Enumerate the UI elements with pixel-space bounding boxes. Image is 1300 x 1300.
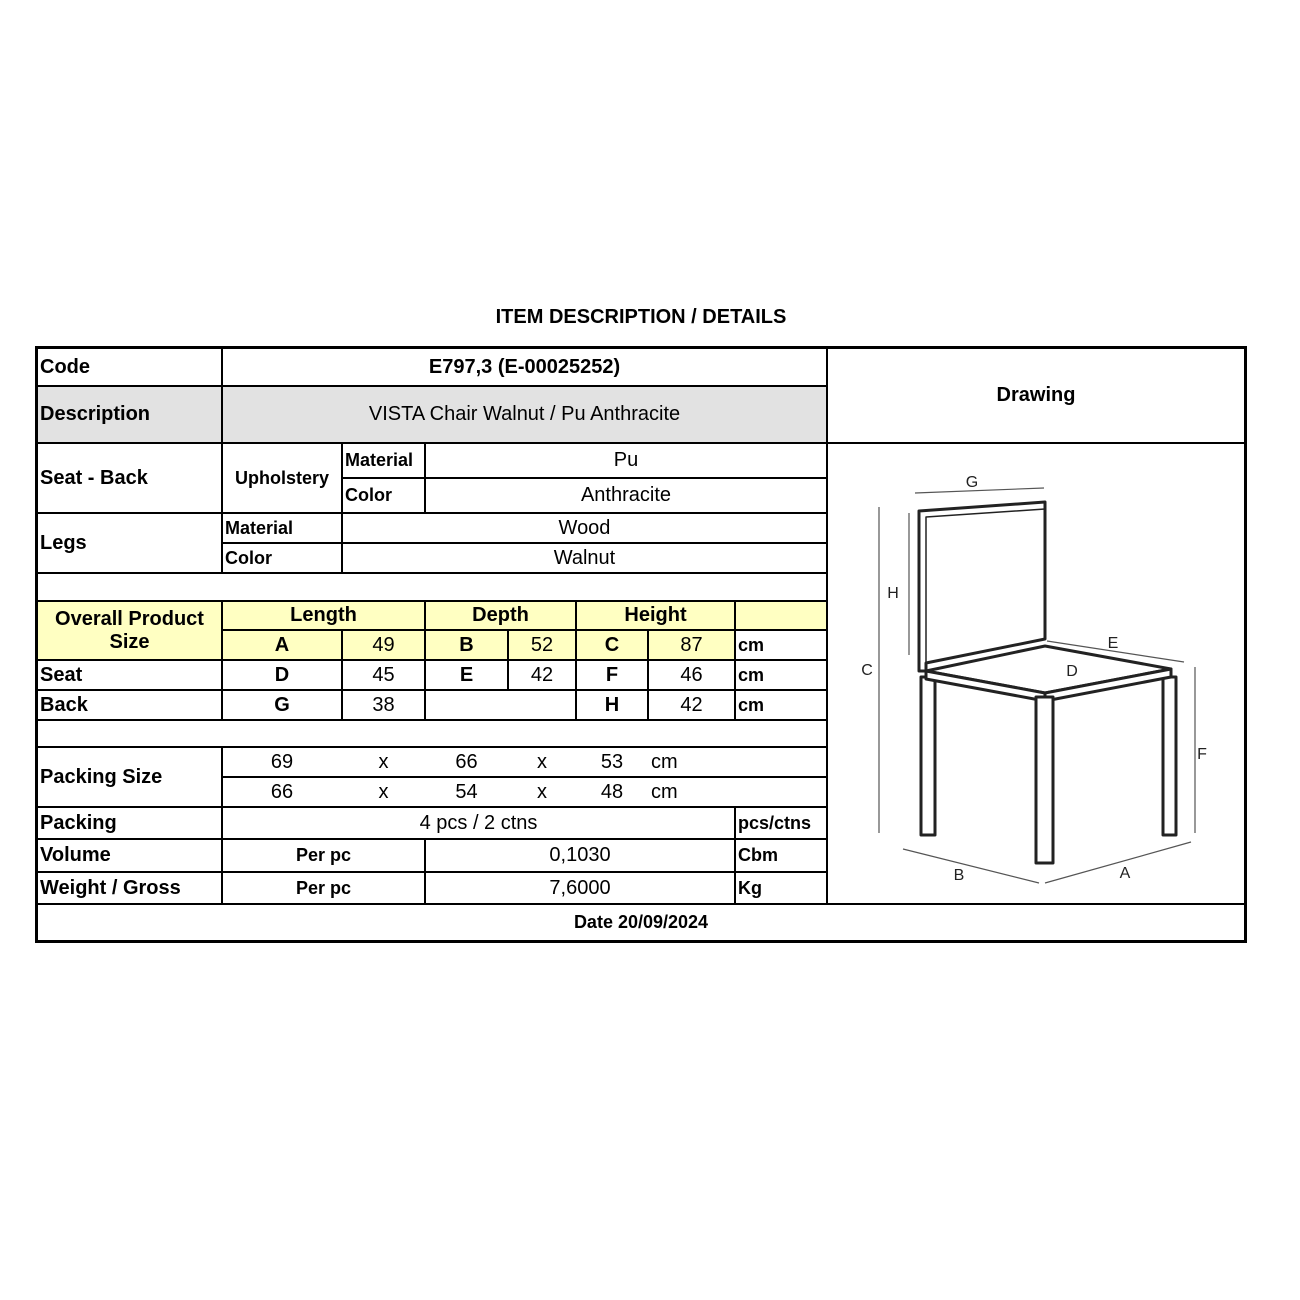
seat-color-value: Anthracite [580,484,672,506]
seat-length-key: D [274,663,290,686]
weight-unit: Kg [738,877,762,898]
grid-line [222,629,827,631]
overall-height-key: C [604,633,620,656]
overall-depth-value: 52 [530,633,554,656]
grid-line [37,838,827,840]
grid-line [424,690,426,720]
back-height-key: H [604,693,620,716]
grid-line [37,903,1245,905]
depth-header: Depth [472,604,529,626]
legs-material-label: Material [225,517,294,538]
dimension-line-g [915,488,1044,493]
back-dim-label: Back [40,693,88,716]
dimension-line-a [1045,842,1191,883]
packing-size-1-c: 53 [600,750,624,773]
document-title: ITEM DESCRIPTION / DETAILS [495,306,787,328]
grid-line [37,385,827,387]
length-header: Length [290,604,357,626]
grid-line [222,776,827,778]
label-g: G [965,474,979,491]
weight-label: Weight / Gross [40,876,181,899]
overall-length-key: A [274,633,290,656]
grid-line [37,600,827,602]
grid-line [341,443,343,573]
packing-label: Packing [40,811,117,834]
back-left-leg [921,677,935,835]
packing-value: 4 pcs / 2 ctns [419,811,538,834]
label-f: F [1197,746,1207,763]
seat-depth-value: 42 [530,663,554,686]
seat-height-key: F [605,663,619,686]
label-h: H [887,585,899,602]
back-height-value: 42 [680,693,703,716]
code-label: Code [40,355,90,378]
grid-line [424,839,426,904]
label-b: B [953,867,965,884]
overall-length-value: 49 [372,633,395,656]
grid-line [734,601,736,720]
grid-line [734,807,736,904]
grid-line [37,719,827,721]
grid-line [37,746,827,748]
grid-line [37,689,827,691]
date-text: Date 20/09/2024 [573,912,709,933]
packing-size-2-x1: x [378,780,389,803]
volume-basis: Per pc [295,845,352,866]
packing-size-2-c: 48 [600,780,624,803]
volume-label: Volume [40,844,111,866]
grid-line [424,601,426,660]
grid-line [424,660,426,690]
grid-line [647,630,649,720]
back-length-key: G [274,693,290,716]
grid-line [37,442,1245,444]
label-a: A [1119,865,1131,882]
grid-line [222,542,827,544]
seat-color-label: Color [345,485,392,506]
packing-size-2-a: 66 [270,780,294,803]
description-label: Description [40,403,151,425]
weight-value: 7,6000 [549,876,611,899]
packing-size-1-x1: x [378,750,389,773]
grid-line [575,601,577,720]
label-d: D [1066,663,1078,680]
chair-back-panel [919,502,1045,671]
packing-size-2-unit: cm [651,780,678,803]
grid-line [37,512,827,514]
packing-size-label: Packing Size [40,765,163,788]
weight-basis: Per pc [295,877,352,898]
grid-line [37,871,827,873]
seat-material-value: Pu [613,449,639,471]
legs-color-label: Color [225,547,272,568]
dimension-line-b [903,849,1039,883]
overall-height-value: 87 [680,633,703,656]
seat-length-value: 45 [372,663,395,686]
label-e: E [1107,635,1119,652]
description-value: VISTA Chair Walnut / Pu Anthracite [368,403,681,425]
packing-size-2-x2: x [537,780,547,803]
legs-label: Legs [40,531,87,554]
chair-dimension-drawing [829,445,1245,903]
front-leg [1036,697,1053,863]
overall-depth-key: B [459,633,474,656]
grid-line [221,348,223,573]
packing-size-1-x2: x [537,750,547,773]
packing-size-1-b: 66 [455,750,478,773]
grid-line [507,630,509,690]
upholstery-label: Upholstery [234,467,330,488]
back-right-leg [1163,677,1176,835]
legs-material-value: Wood [558,516,611,539]
legs-color-value: Walnut [553,546,616,569]
seat-dim-label: Seat [40,663,83,686]
code-value: E797,3 (E-00025252) [428,355,621,378]
grid-line [341,630,343,720]
volume-unit: Cbm [738,845,778,866]
grid-line [37,659,827,661]
grid-line [221,747,223,904]
seat-unit: cm [738,664,765,685]
packing-size-1-a: 69 [270,750,294,773]
grid-line [37,572,827,574]
packing-size-2-b: 54 [455,780,478,803]
back-unit: cm [738,694,765,715]
packing-unit: pcs/ctns [738,812,812,833]
overall-unit: cm [738,634,765,655]
drawing-header: Drawing [996,384,1076,406]
back-length-value: 38 [372,693,395,716]
grid-line [424,443,426,513]
packing-size-1-unit: cm [651,750,678,773]
height-header: Height [624,604,687,626]
label-c: C [861,662,873,679]
grid-line [221,601,223,720]
seat-material-label: Material [345,450,414,471]
overall-size-label: Overall Product Size [55,607,204,653]
seat-depth-key: E [459,663,474,686]
grid-line [37,806,827,808]
volume-value: 0,1030 [549,844,611,866]
grid-line [342,477,827,479]
seat-back-label: Seat - Back [40,466,148,489]
seat-height-value: 46 [680,663,703,686]
grid-line [826,348,828,904]
